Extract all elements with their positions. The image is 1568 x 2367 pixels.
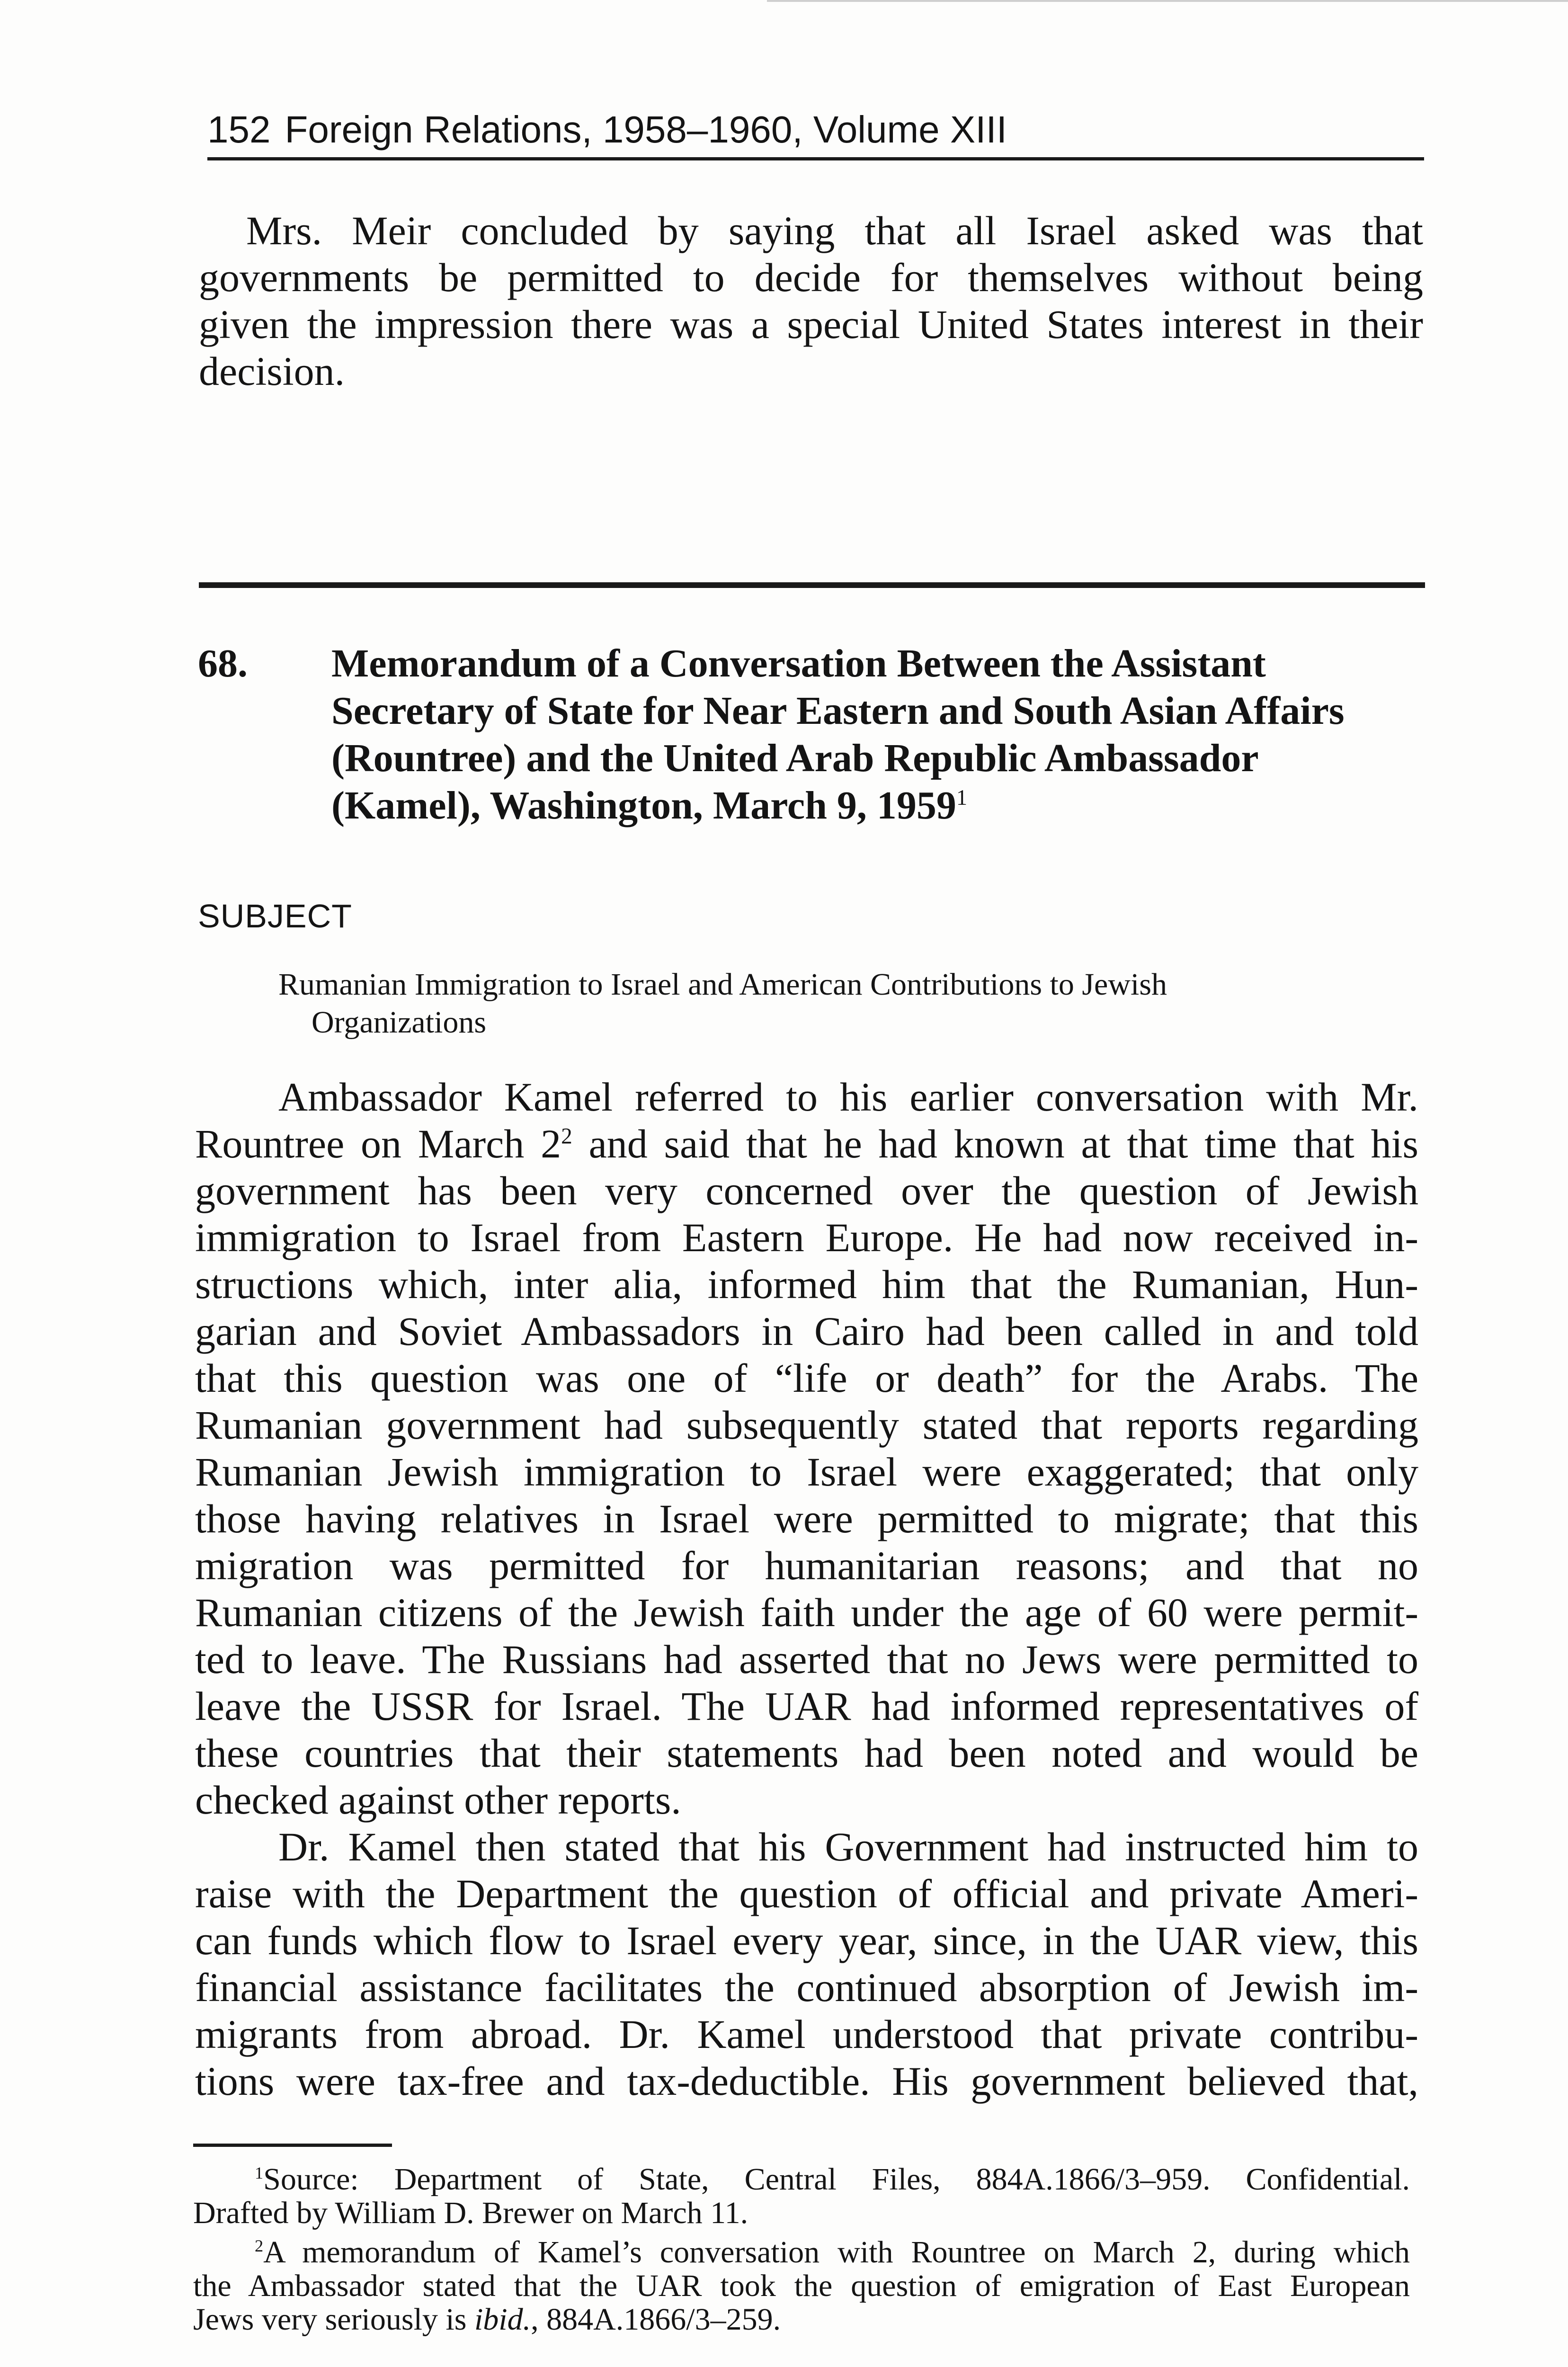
subject-label: SUBJECT [198, 898, 352, 934]
section-divider [199, 582, 1425, 588]
intro-line: decision. [199, 348, 345, 394]
body-line: immigration to Israel from Eastern Europe. He had now received in- [195, 1215, 1418, 1260]
footnote-line: Drafted by William D. Brewer on March 11. [193, 2196, 748, 2230]
body-line: that this question was one of “life or death” for the Arabs. The [195, 1355, 1418, 1401]
body-line-part: and said that he had known at that time that his [572, 1121, 1418, 1166]
intro-paragraph [246, 207, 1423, 254]
body-line: checked against other reports. [195, 1777, 681, 1823]
body-line: structions which, inter alia, informed him that the Rumanian, Hun- [195, 1262, 1418, 1307]
body-line: migrants from abroad. Dr. Kamel understood that private contribu- [195, 2011, 1418, 2057]
footnote-ref: 2 [561, 1124, 572, 1149]
footnote-line-part: , 884A.1866/3–259. [531, 2302, 781, 2337]
intro-line: Mrs. Meir concluded by saying that all Israel asked was that [246, 208, 1423, 253]
footnote-rule [193, 2144, 392, 2147]
subject-text [278, 966, 1273, 1041]
footnote-marker: 1 [255, 2163, 264, 2182]
footnote-line-part: Jews very seriously is [193, 2302, 474, 2337]
body-line: migration was permitted for humanitarian reasons; and that no [195, 1543, 1418, 1588]
title-line: (Rountree) and the United Arab Republic Ambassador [331, 736, 1259, 780]
body-line: raise with the Department the question of official and private Ameri- [195, 1871, 1418, 1916]
body-line: financial assistance facilitates the continued absorption of Jewish im- [195, 1965, 1418, 2010]
footnote-ref: 1 [956, 785, 968, 810]
body-line: Dr. Kamel then stated that his Government had instructed him to [278, 1824, 1418, 1869]
body-line: government has been very concerned over the question of Jewish [195, 1168, 1418, 1213]
title-line: Secretary of State for Near Eastern and South Asian Affairs [331, 689, 1345, 733]
document-title [331, 640, 1411, 829]
body-line: Ambassador Kamel referred to his earlier conversation with Mr. [278, 1074, 1418, 1120]
volume-title: Foreign Relations, 1958–1960, Volume XIII [285, 108, 1007, 151]
title-line: (Kamel), Washington, March 9, 1959 [331, 783, 956, 828]
subject-line: Rumanian Immigration to Israel and American Contributions to Jewish [278, 967, 1167, 1002]
body-line: ted to leave. The Russians had asserted that no Jews were permitted to [195, 1637, 1418, 1682]
body-line-part: Rountree on March 2 [195, 1121, 561, 1166]
intro-line: governments be permitted to decide for themselves without being [199, 255, 1423, 300]
document-number: 68. [198, 641, 248, 685]
footnote-1 [193, 2162, 1410, 2230]
body-paragraph-1-first-line [278, 1074, 1418, 1121]
footnote-ibid: ibid. [474, 2302, 531, 2337]
page-top-edge [767, 0, 1568, 2]
footnote-2 [193, 2235, 1410, 2336]
body-line: Rumanian Jewish immigration to Israel were exaggerated; that only [195, 1449, 1418, 1495]
intro-paragraph-continued [199, 254, 1423, 395]
intro-line: given the impression there was a special United States interest in their [199, 302, 1423, 347]
body-line: those having relatives in Israel were permitted to migrate; that this [195, 1496, 1418, 1541]
body-line: Rumanian citizens of the Jewish faith under the age of 60 were permit- [195, 1590, 1418, 1635]
title-line: Memorandum of a Conversation Between the Assistant [331, 641, 1266, 685]
body-paragraph-2 [195, 1870, 1418, 2105]
body-line: these countries that their statements had been noted and would be [195, 1730, 1418, 1776]
footnote-line: A memorandum of Kamel’s conversation with Rountree on March 2, during which [263, 2235, 1410, 2269]
body-line: leave the USSR for Israel. The UAR had informed representatives of [195, 1683, 1418, 1729]
footnote-line: Source: Department of State, Central Files, 884A.1866/3–959. Confidential. [263, 2162, 1410, 2197]
footnote-line: the Ambassador stated that the UAR took the question of emigration of East European [193, 2269, 1410, 2303]
body-line: tions were tax-free and tax-deductible. His government believed that, [195, 2058, 1418, 2104]
body-paragraph-1 [195, 1121, 1418, 1824]
subject-line: Organizations [312, 1005, 487, 1040]
body-line: garian and Soviet Ambassadors in Cairo had been called in and told [195, 1308, 1418, 1354]
page-number: 152 [207, 108, 271, 151]
running-head [207, 102, 1424, 160]
body-paragraph-2-first-line [278, 1824, 1418, 1870]
body-line: can funds which flow to Israel every year, since, in the UAR view, this [195, 1918, 1418, 1963]
footnote-marker: 2 [255, 2236, 264, 2255]
body-line: Rumanian government had subsequently stated that reports regarding [195, 1402, 1418, 1448]
